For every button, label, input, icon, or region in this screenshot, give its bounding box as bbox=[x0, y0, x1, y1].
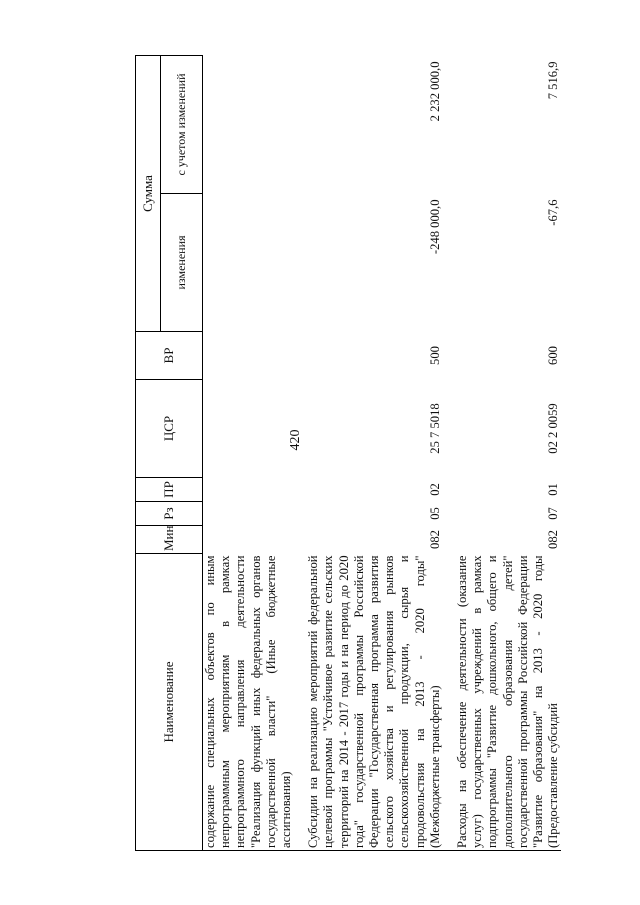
row-pr bbox=[203, 478, 295, 502]
row-name: содержание специальных объектов по иным непрограммным мероприятиям в рамках непрограммного направления деятельности "Реализация функций иных федеральных органов государственной власти" (Иные бюджетные ассигнования) bbox=[203, 554, 295, 851]
row-min bbox=[203, 526, 295, 554]
header-with-change: с учетом изменений bbox=[161, 56, 203, 194]
table-row bbox=[203, 56, 295, 851]
page-number: 420 bbox=[288, 429, 303, 451]
row-rz: 07 bbox=[546, 507, 561, 520]
row-csr: 02 2 0059 bbox=[546, 403, 561, 454]
row-with-change bbox=[203, 56, 295, 194]
rotated-table-container bbox=[135, 56, 605, 851]
budget-table bbox=[135, 55, 561, 851]
table-body bbox=[203, 56, 562, 851]
header-pr: ПР bbox=[136, 478, 203, 502]
row-vr: 500 bbox=[427, 346, 442, 365]
row-pr: 02 bbox=[427, 483, 442, 496]
row-name: Субсидии на реализацию мероприятий федеральной целевой программы "Устойчивое развитие сельских территорий на 2014 - 2017 годы и на период до 2020 года" государственной программы Российской Федерации "Государственная программа развития сельского хозяйства и регулирования рынков сельскохозяйственной продукции, сырья и продовольствия на 2013 - 2020 годы" (Межбюджетные трансферты) bbox=[306, 554, 443, 851]
row-name: Расходы на обеспечение деятельности (оказание услуг) государственных учреждений в рамках подпрограммы "Развитие дошкольного, общего и дополнительного образования детей" государственной программы Российской Федерации "Развитие образования" на 2013 - 2020 годы (Предоставление субсидий bbox=[455, 554, 561, 851]
row-change: -67,6 bbox=[546, 199, 561, 226]
row-min: 082 bbox=[427, 530, 442, 549]
header-change: изменения bbox=[161, 194, 203, 332]
row-change bbox=[203, 194, 295, 332]
row-change: -248 000,0 bbox=[427, 199, 442, 255]
table-row bbox=[306, 56, 443, 851]
header-vr: ВР bbox=[136, 332, 203, 380]
table-row bbox=[455, 56, 561, 851]
header-rz: Рз bbox=[136, 502, 203, 526]
row-rz bbox=[203, 502, 295, 526]
header-min: Мин bbox=[136, 526, 203, 554]
header-name: Наименование bbox=[136, 554, 203, 851]
row-vr bbox=[203, 332, 295, 380]
row-rz: 05 bbox=[427, 507, 442, 520]
row-vr: 600 bbox=[546, 346, 561, 365]
row-min: 082 bbox=[546, 530, 561, 549]
row-csr: 25 7 5018 bbox=[427, 403, 442, 454]
row-csr bbox=[203, 380, 295, 478]
row-with-change: 2 232 000,0 bbox=[427, 61, 442, 122]
header-sum: Сумма bbox=[136, 56, 161, 332]
row-with-change: 7 516,9 bbox=[546, 61, 561, 100]
header-csr: ЦСР bbox=[136, 380, 203, 478]
table-header bbox=[136, 56, 203, 851]
row-pr: 01 bbox=[546, 483, 561, 496]
